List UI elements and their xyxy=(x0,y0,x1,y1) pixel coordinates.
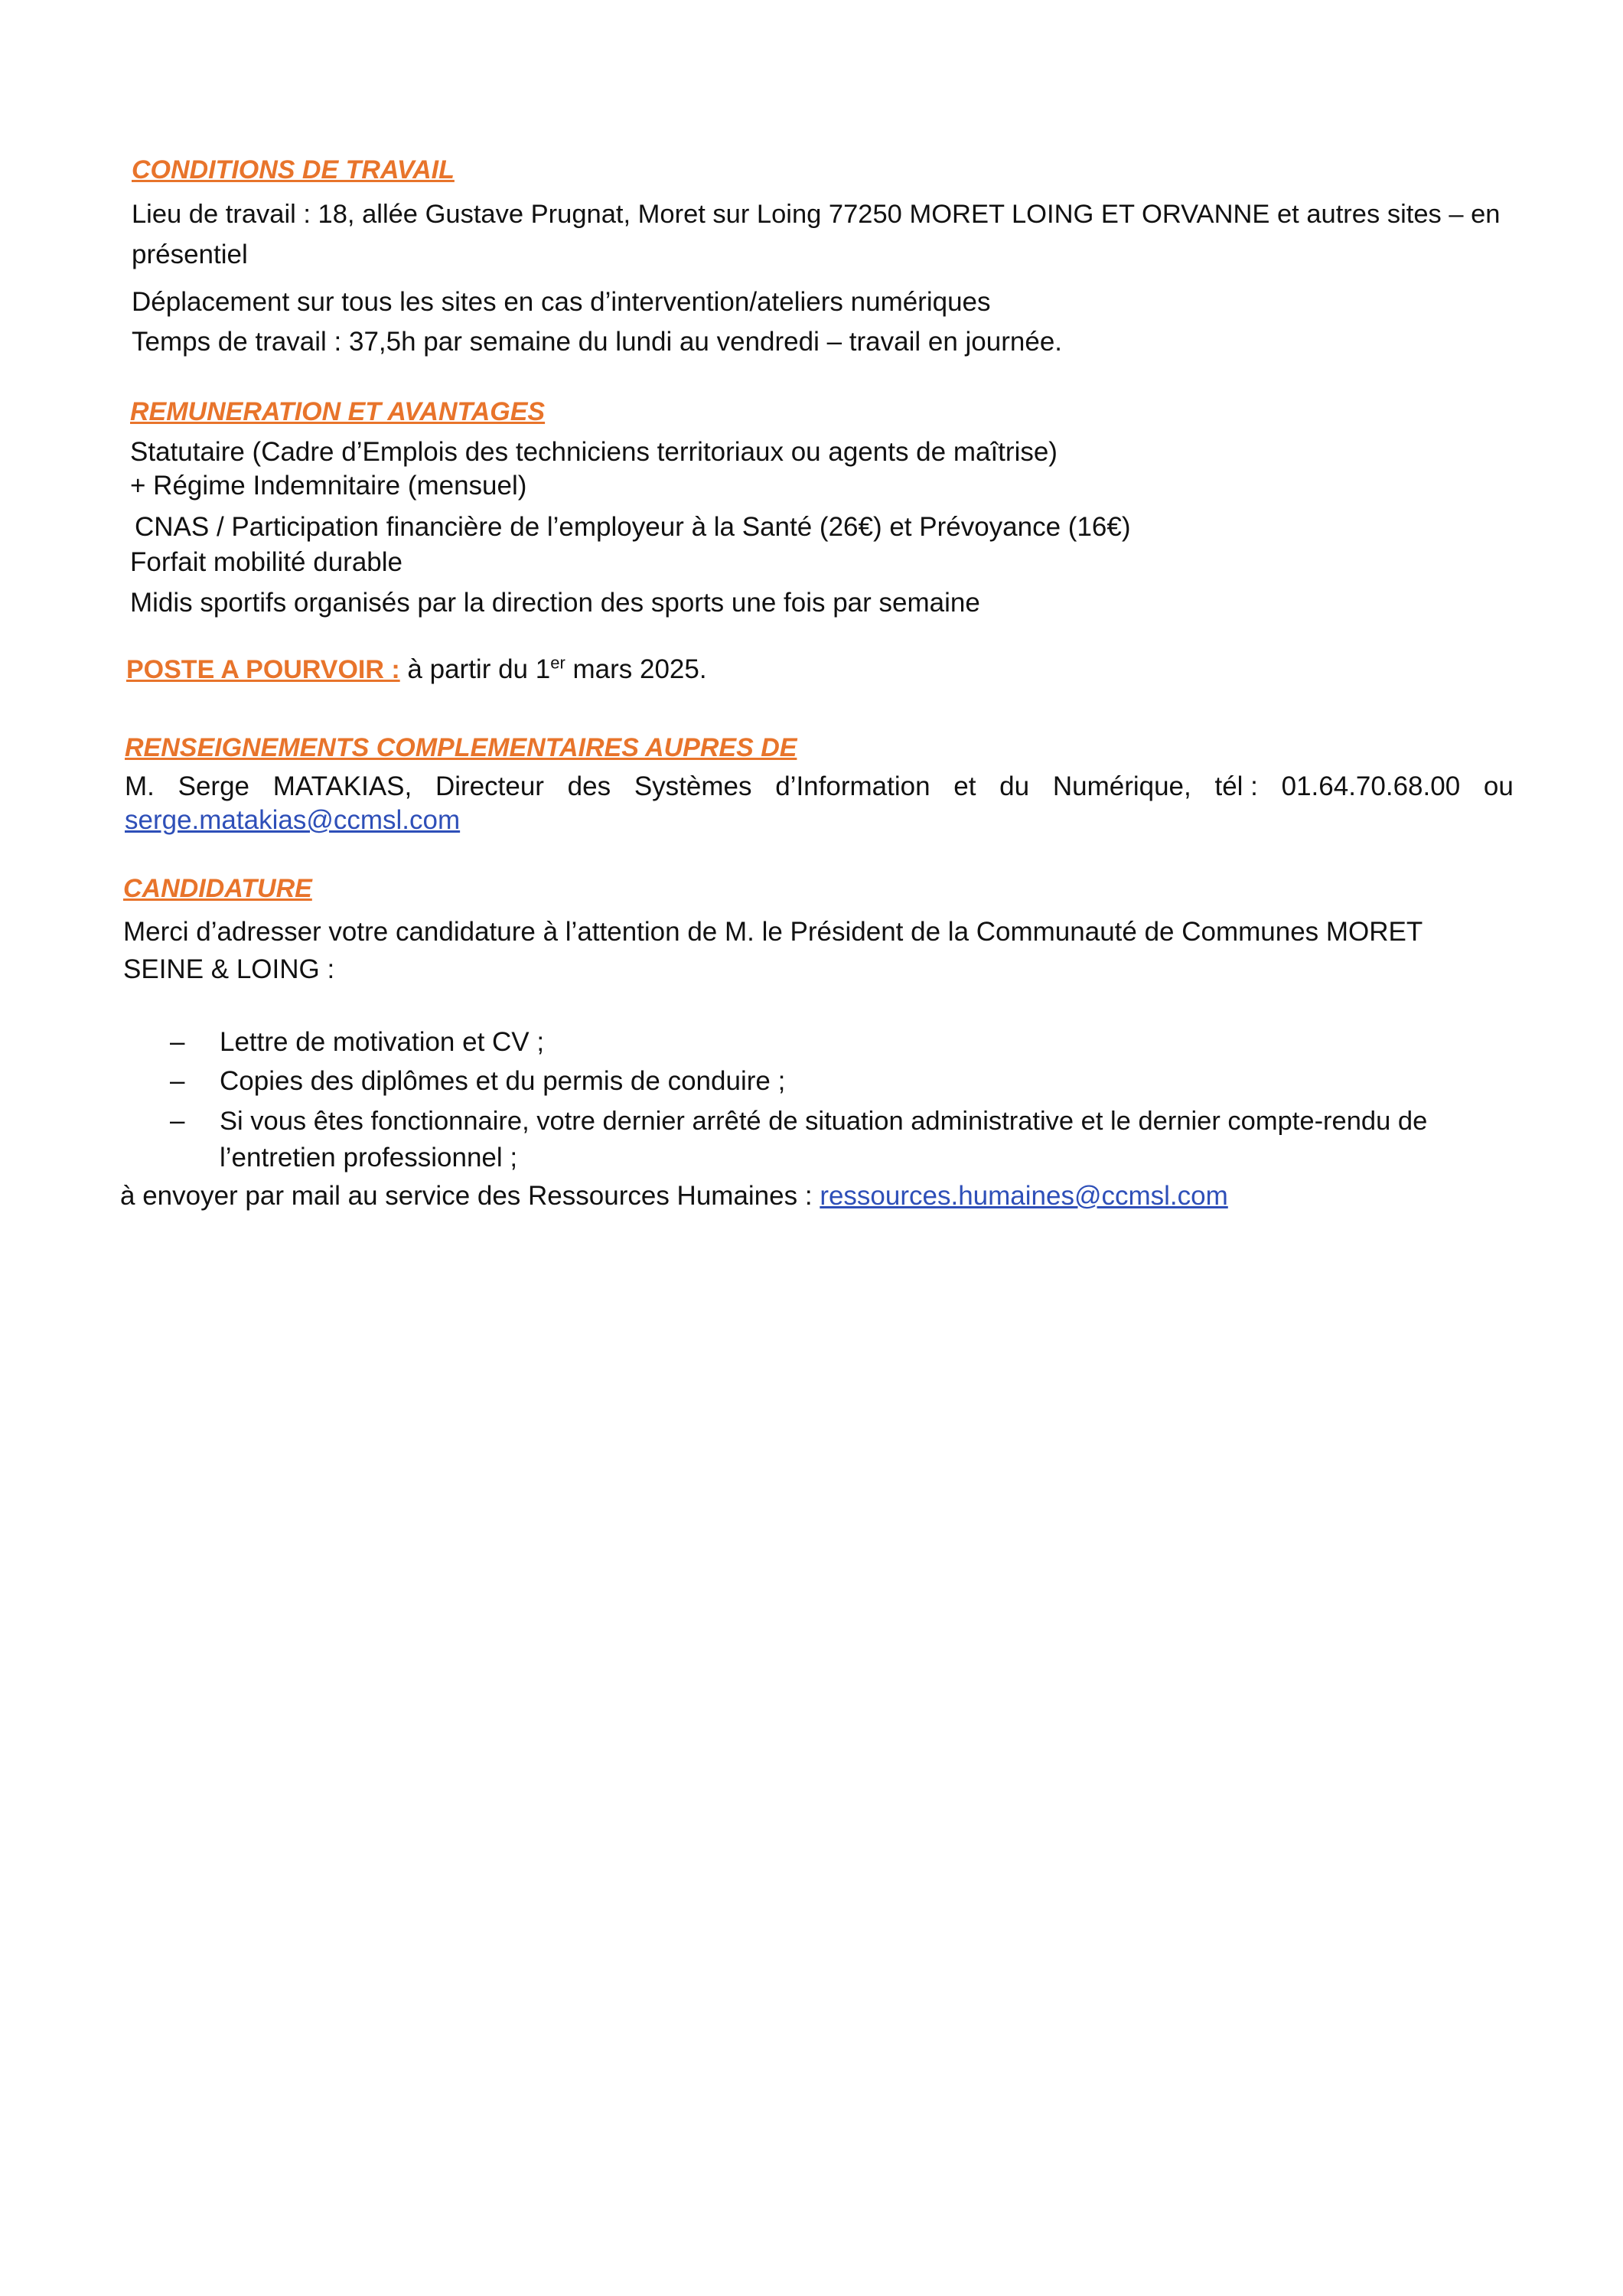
conditions-lieu-line2: présentiel xyxy=(132,240,248,269)
contact-word: Directeur xyxy=(435,771,544,801)
conditions-heading: CONDITIONS DE TRAVAIL xyxy=(132,155,455,184)
contact-word: Numérique, xyxy=(1052,771,1191,801)
renseignements-heading: RENSEIGNEMENTS COMPLEMENTAIRES AUPRES DE xyxy=(125,733,797,762)
contact-phone: 01.64.70.68.00 xyxy=(1281,771,1461,801)
candidature-send-line xyxy=(120,1179,1228,1213)
remuneration-item-statutaire: Statutaire (Cadre d’Emplois des techniciens territoriaux ou agents de maîtrise) xyxy=(130,437,1058,467)
candidature-heading: CANDIDATURE xyxy=(123,874,312,903)
bullet-dash: – xyxy=(170,1106,185,1136)
send-text: à envoyer par mail au service des Ressources Humaines : xyxy=(120,1181,813,1211)
candidature-intro-line1: Merci d’adresser votre candidature à l’attention de M. le Président de la Communauté de Communes MORET xyxy=(123,917,1423,947)
remuneration-heading: REMUNERATION ET AVANTAGES xyxy=(130,397,546,426)
conditions-temps: Temps de travail : 37,5h par semaine du lundi au vendredi – travail en journée. xyxy=(132,327,1063,357)
candidature-intro-line2: SEINE & LOING : xyxy=(123,954,335,984)
bullet-fonctionnaire: Si vous êtes fonctionnaire, votre dernier arrêté de situation administrative et le dernier compte-rendu de xyxy=(220,1107,1428,1136)
conditions-deplacement: Déplacement sur tous les sites en cas d’intervention/ateliers numériques xyxy=(132,287,991,317)
hr-email-link[interactable]: ressources.humaines@ccmsl.com xyxy=(820,1181,1228,1211)
contact-word: du xyxy=(999,771,1030,801)
bullet-fonctionnaire-line2: l’entretien professionnel ; xyxy=(220,1143,518,1172)
contact-word: et xyxy=(953,771,976,801)
remuneration-item-regime: + Régime Indemnitaire (mensuel) xyxy=(130,471,527,501)
contact-word: M. xyxy=(125,771,155,801)
conditions-lieu-line1: Lieu de travail : 18, allée Gustave Prugnat, Moret sur Loing 77250 MORET LOING ET ORVANNE et autres sites – en xyxy=(132,200,1501,229)
poste-line xyxy=(126,653,707,687)
contact-word: Serge xyxy=(178,771,250,801)
poste-superscript: er xyxy=(550,653,565,673)
bullet-dash: – xyxy=(170,1027,185,1057)
bullet-dash: – xyxy=(170,1066,185,1096)
remuneration-item-midis: Midis sportifs organisés par la direction des sports une fois par semaine xyxy=(130,588,980,618)
bullet-lettre: Lettre de motivation et CV ; xyxy=(220,1027,545,1057)
poste-heading: POSTE A POURVOIR : xyxy=(126,655,400,684)
contact-word: des xyxy=(567,771,611,801)
remuneration-item-forfait: Forfait mobilité durable xyxy=(130,547,402,577)
contact-word: tél : xyxy=(1214,771,1258,801)
poste-date-suffix: mars 2025. xyxy=(572,654,707,684)
remuneration-item-cnas: CNAS / Participation financière de l’employeur à la Santé (26€) et Prévoyance (16€) xyxy=(135,512,1131,542)
renseignements-contact-line xyxy=(125,770,1514,804)
contact-email-link[interactable]: serge.matakias@ccmsl.com xyxy=(125,805,461,835)
poste-date-prefix: à partir du 1 xyxy=(407,654,551,684)
bullet-copies: Copies des diplômes et du permis de conduire ; xyxy=(220,1066,786,1096)
contact-word: MATAKIAS, xyxy=(272,771,412,801)
contact-word: ou xyxy=(1483,771,1514,801)
contact-word: d’Information xyxy=(775,771,930,801)
contact-word: Systèmes xyxy=(634,771,752,801)
